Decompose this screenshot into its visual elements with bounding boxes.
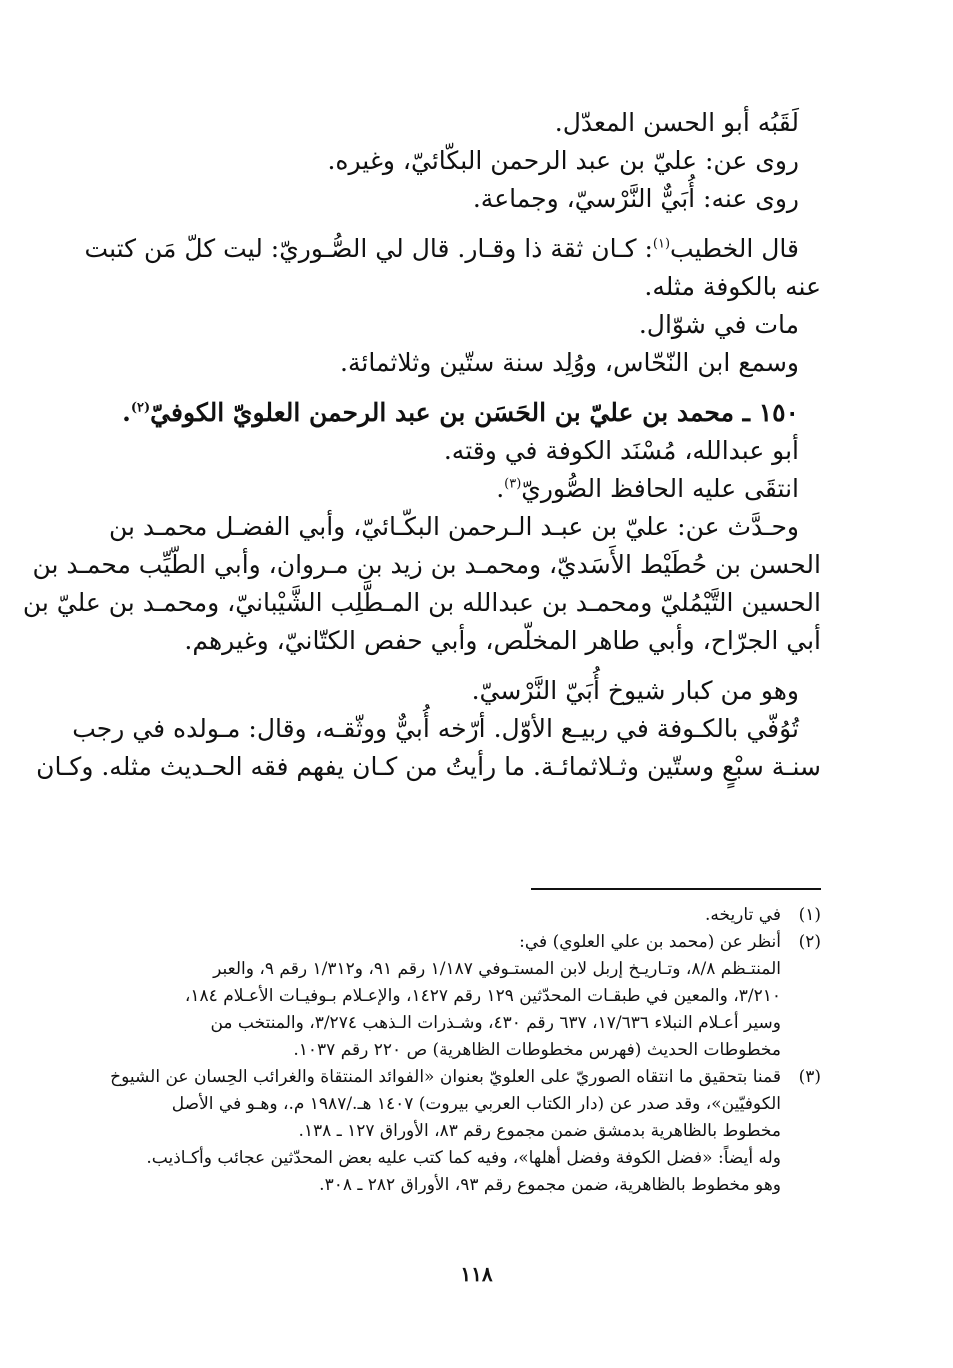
paragraph-haddath-line-2: الحسن بن حُطَيْط الأَسَديّ، ومحمـد بن زيد بن مـروان، وأبي الطّيِّب محمـد بن [32, 550, 821, 579]
paragraph-death: مات في شوّال. [638, 310, 799, 339]
paragraph-laqab: لَقَبُه أبو الحسن المعدّل. [554, 108, 799, 137]
footnote-ref-2: (٢) [130, 400, 151, 416]
main-text [22, 104, 821, 786]
paragraph-haddath-line-1: وحـدَّث عن: عليّ بن عبـد الـرحمن البكّـائيّ، وأبي الفضـل محمـد بن [109, 512, 799, 541]
footnote-text: مخطوط بالظاهرية بدمشق ضمن مجموع رقم ٨٣، الأوراق ١٢٧ ـ ١٣٨. [298, 1121, 781, 1141]
footnote-text: المنتـظم ٨/٨، وتـاريـخ إربل لابن المستـوفي ١/١٨٧ رقم ٩١، و١/٣١٢ رقم ٩، والعبر [213, 959, 781, 979]
footnote-text: مخطوطات الحديث (فهرس مخطوطات الظاهرية) ص ٢٢٠ رقم ١٠٣٧. [293, 1040, 781, 1060]
footnote-number: (١) [798, 905, 821, 925]
footnote-text: وسير أعـلام النبلاء ١٧/٦٣٦، ٦٣٧ رقم ٤٣٠، وشـذرات الـذهب ٣/٢٧٤، والمنتخب من [210, 1013, 781, 1033]
footnote-1 [106, 902, 821, 929]
paragraph-haddath-line-4: أبي الجرّاح، وأبي طاهر المخلّص، وأبي حفص الكتّانيّ، وغيرهم. [184, 626, 821, 655]
footnote-number: (٣) [798, 1067, 821, 1087]
paragraph-heard: وسمع ابن النّحّاس، ووُلِد سنة ستّين وثلاثمائة. [340, 348, 799, 377]
paragraph-kunya: أبو عبدالله، مُسْنَد الكوفة في وقته. [443, 436, 799, 465]
paragraph-haddath-line-3: الحسين التَّيْمُليّ ومحمـد بن عبدالله بن المـطَّلِب الشَّيْبانيّ، ومحمـد بن عليّ بن [22, 588, 821, 617]
footnote-number: (٢) [798, 932, 821, 952]
footnote-text: أنظر عن (محمد بن علي العلوي) في: [519, 932, 781, 952]
paragraph-rawa-an: روى عن: عليّ بن عبد الرحمن البكّائيّ، وغيره. [327, 146, 799, 175]
footnote-2-continuation [106, 956, 781, 1064]
page-number: ١١٨ [460, 1262, 493, 1286]
footnote-divider [531, 888, 821, 890]
footnote-text: في تاريخه. [704, 905, 781, 925]
paragraph-rawa-anhu: روى عنه: أُبَيٌّ النَّرْسيّ، وجماعة. [472, 184, 799, 213]
footnote-text: الكوفيّين»، وقد صدر عن (دار الكتاب العربي بيروت) ١٤٠٧ هـ./١٩٨٧ م.، وهـو في الأصل [171, 1094, 781, 1114]
footnote-text: وهو مخطوط بالظاهرية، ضمن مجموع رقم ٩٣، الأوراق ٢٨٢ ـ ٣٠٨. [319, 1175, 781, 1195]
paragraph-tuwuffi-line-2: سنـة سبْعٍ وستّين وثـلاثمائـة. ما رأيتُ من كـان يفهم فقه الحـديث مثله. وكـان [36, 752, 821, 781]
paragraph-khatib-line-1: قال الخطيب$^{(١)}$: كـان ثقة ذا وقـار. قال لي الصُّـوريّ: ليت كلّ مَن كتبت [84, 234, 799, 263]
paragraph-khatib-line-2: عنه بالكوفة مثله. [644, 272, 821, 301]
entry-heading-150: ١٥٠ ـ محمد بن عليّ بن الحَسَن بن عبد الرحمن العلويّ الكوفيّ$^{(٢)}$. [122, 398, 799, 427]
footnote-ref-3: (٣) [504, 476, 522, 492]
footnote-ref-1: (١) [652, 236, 671, 252]
footnotes [106, 902, 821, 1199]
footnote-text: ٣/٢١٠، والمعين في طبقـات المحدّثين ١٢٩ رقم ١٤٢٧، والإعـلام بـوفيـات الأعـلام ١٨٤، [184, 986, 781, 1006]
paragraph-shuyukh: وهو من كبار شيوخ أُبَيّ النَّرْسيّ. [471, 676, 799, 705]
footnote-2 [106, 929, 821, 956]
footnote-text: قمنا بتحقيق ما انتقاه الصوريّ على العلويّ بعنوان «الفوائد المنتقاة والغرائب الحِسان عن الشيوخ [110, 1067, 781, 1087]
footnote-text: وله أيضاً: «فضل الكوفة وفضل أهلها»، وفيه كما كتب عليه بعض المحدّثين عجائب وأكـاذيب. [146, 1148, 781, 1168]
footnote-3 [106, 1064, 821, 1199]
paragraph-intaqa: انتقَى عليه الحافظ الصُّوريّ$^{(٣)}$. [496, 474, 799, 503]
paragraph-tuwuffi-line-1: تُوُفّي بالكـوفة في ربيـع الأوّل. أرّخه أُبيٌّ ووثّقـه، وقال: مـولده في رجب [72, 714, 799, 743]
